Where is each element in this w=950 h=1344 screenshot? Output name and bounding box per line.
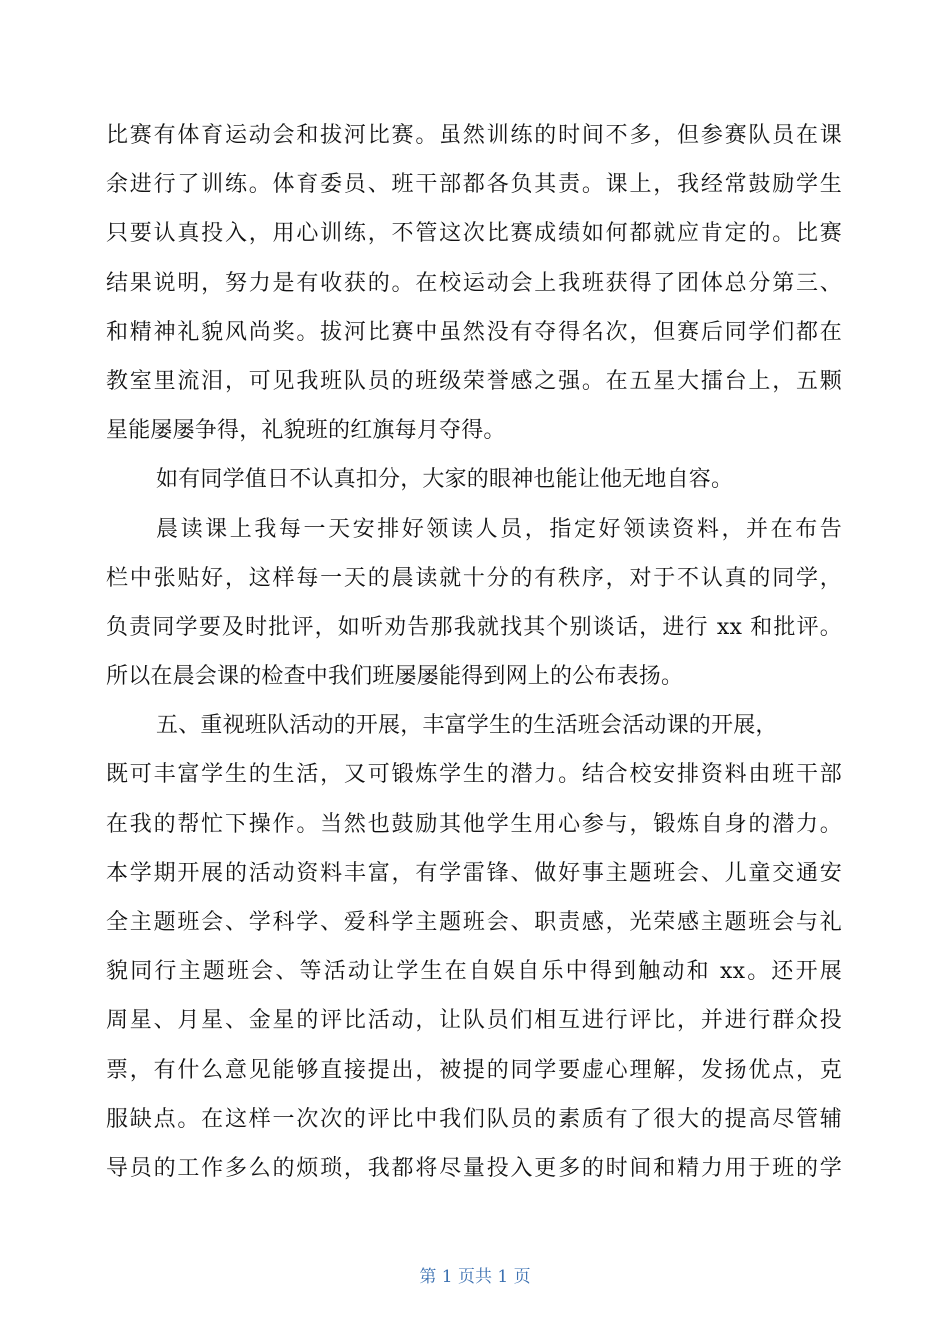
text-line: 既可丰富学生的生活，又可锻炼学生的潜力。结合校安排资料由班干部 [106,762,842,788]
text-line: 星能屡屡争得，礼貌班的红旗每月夺得。 [106,418,506,444]
text-line: 教室里流泪，可见我班队员的班级荣誉感之强。在五星大擂台上，五颗 [106,368,842,394]
text-line: 栏中张贴好，这样每一天的晨读就十分的有秩序，对于不认真的同学， [106,565,842,591]
text-line: 全主题班会、学科学、爱科学主题班会、职责感，光荣感主题班会与礼 [106,910,842,935]
text-line: 票，有什么意见能够直接提出，被提的同学要虚心理解，发扬优点，克 [106,1057,842,1083]
text-line: 结果说明，努力是有收获的。在校运动会上我班获得了团体总分第三、 [106,270,842,296]
text-line: 如有同学值日不认真扣分，大家的眼神也能让他无地自容。 [156,467,734,493]
text-line: 负责同学要及时批评，如听劝告那我就找其个别谈话，进行 xx 和批评。 [106,614,842,640]
text-line: 五、重视班队活动的开展，丰富学生的生活班会活动课的开展， [156,713,778,739]
text-line: 貌同行主题班会、等活动让学生在自娱自乐中得到触动和 xx。还开展 [106,959,842,985]
page-footer: 第 1 页共 1 页 [419,1267,531,1287]
text-line: 在我的帮忙下操作。当然也鼓励其他学生用心参与，锻炼自身的潜力。 [106,811,842,837]
text-line: 导员的工作多么的烦琐，我都将尽量投入更多的时间和精力用于班的学 [106,1155,842,1181]
text-line: 晨读课上我每一天安排好领读人员，指定好领读资料，并在布告 [156,516,842,542]
text-line: 本学期开展的活动资料丰富，有学雷锋、做好事主题班会、儿童交通安 [106,860,842,886]
text-line: 只要认真投入，用心训练，不管这次比赛成绩如何都就应肯定的。比赛 [106,221,842,247]
text-line: 周星、月星、金星的评比活动，让队员们相互进行评比，并进行群众投 [106,1008,842,1034]
text-line: 和精神礼貌风尚奖。拔河比赛中虽然没有夺得名次，但赛后同学们都在 [106,319,842,345]
text-line: 余进行了训练。体育委员、班干部都各负其责。课上，我经常鼓励学生 [106,172,842,198]
text-line: 所以在晨会课的检查中我们班屡屡能得到网上的公布表扬。 [106,664,684,690]
text-line: 服缺点。在这样一次次的评比中我们队员的素质有了很大的提高尽管辅 [106,1106,842,1132]
text-line: 比赛有体育运动会和拔河比赛。虽然训练的时间不多，但参赛队员在课 [106,123,842,148]
document-body [106,111,842,1193]
